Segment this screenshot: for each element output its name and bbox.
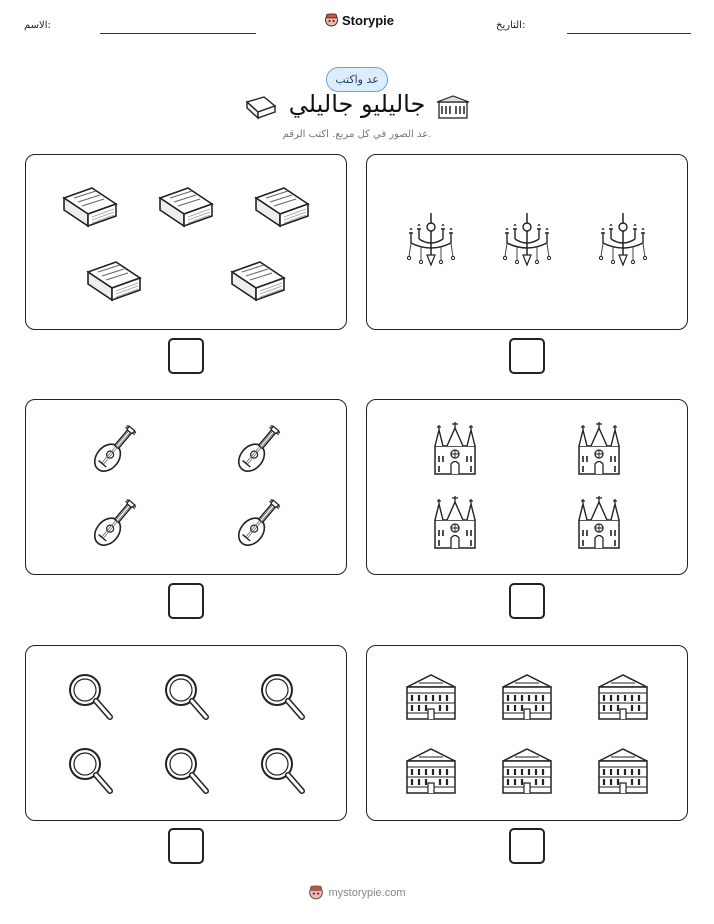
count-panel-chandeliers [366, 154, 688, 330]
answer-box-palaces[interactable] [509, 828, 545, 864]
footer [0, 884, 714, 901]
storypie-mascot-icon [308, 884, 324, 901]
panel-items [26, 155, 348, 331]
count-panel-cathedrals [366, 399, 688, 575]
cathedral-icon [579, 422, 619, 474]
cathedral-icon [435, 422, 475, 474]
lute-icon [90, 495, 141, 550]
book-icon [64, 188, 116, 226]
palace-icon [503, 675, 551, 719]
name-field[interactable] [100, 33, 256, 34]
chandelier-icon [503, 213, 550, 265]
cathedral-icon [435, 496, 475, 548]
count-panel-lutes [25, 399, 347, 575]
magnifying-glass-icon [70, 749, 110, 791]
count-panel-books [25, 154, 347, 330]
date-field[interactable] [567, 33, 691, 34]
activity-badge: عد واكتب [326, 67, 388, 92]
answer-box-chandeliers[interactable] [509, 338, 545, 374]
storypie-mascot-icon [324, 12, 339, 28]
magnifying-glass-icon [166, 675, 206, 717]
magnifying-glass-icon [262, 749, 302, 791]
book-icon [256, 188, 308, 226]
magnifying-glass-icon [262, 675, 302, 717]
panel-items [26, 646, 348, 822]
answer-box-lutes[interactable] [168, 583, 204, 619]
answer-box-cathedrals[interactable] [509, 583, 545, 619]
panel-items [26, 400, 348, 576]
lute-icon [234, 421, 285, 476]
panel-items [367, 646, 689, 822]
chandelier-icon [599, 213, 646, 265]
lute-icon [90, 421, 141, 476]
panel-items [367, 155, 689, 331]
footer-url[interactable]: mystorypie.com [328, 886, 406, 899]
count-panel-magnifiers [25, 645, 347, 821]
answer-box-books[interactable] [168, 338, 204, 374]
book-icon [88, 262, 140, 300]
name-label: الاسم: [24, 20, 51, 31]
palace-icon [407, 749, 455, 793]
date-label: التاريخ: [496, 20, 526, 31]
panel-items [367, 400, 689, 576]
book-icon [244, 94, 278, 120]
book-icon [232, 262, 284, 300]
palace-icon [407, 675, 455, 719]
palace-icon [503, 749, 551, 793]
brand-logo [324, 12, 394, 28]
book-icon [160, 188, 212, 226]
page-title: جاليليو جاليلي [288, 90, 426, 118]
chandelier-icon [407, 213, 454, 265]
palace-icon [599, 749, 647, 793]
building-icon [436, 95, 470, 119]
answer-box-magnifiers[interactable] [168, 828, 204, 864]
count-panel-palaces [366, 645, 688, 821]
lute-icon [234, 495, 285, 550]
palace-icon [599, 675, 647, 719]
magnifying-glass-icon [166, 749, 206, 791]
cathedral-icon [579, 496, 619, 548]
instruction-text: عد الصور في كل مربع. اكتب الرقم. [282, 129, 432, 140]
magnifying-glass-icon [70, 675, 110, 717]
brand-name: Storypie [342, 12, 395, 28]
